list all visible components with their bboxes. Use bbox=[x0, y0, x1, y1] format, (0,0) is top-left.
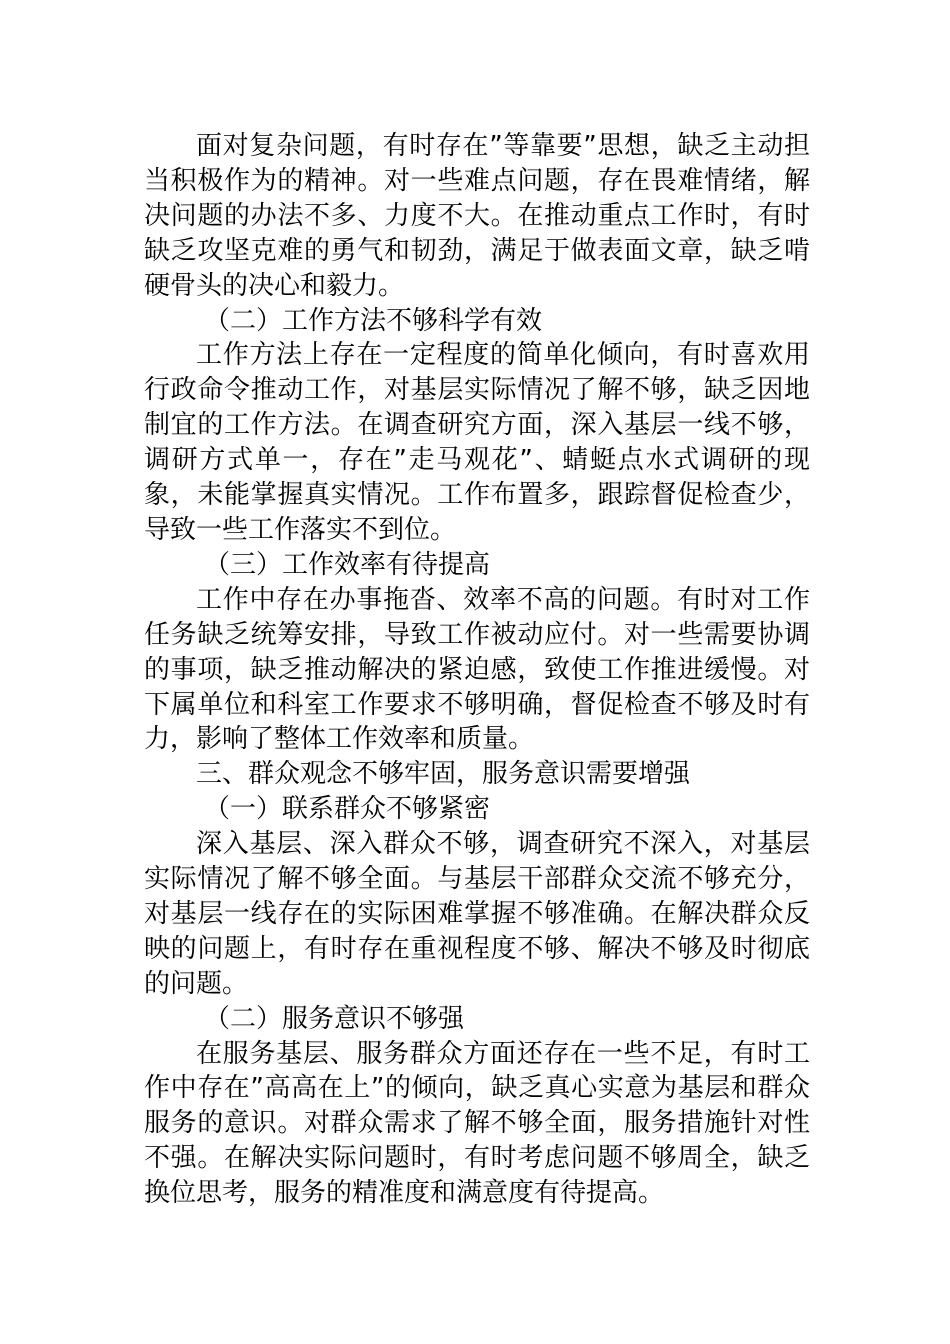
subheading-work-methods: （二）工作方法不够科学有效 bbox=[204, 305, 543, 336]
paragraph-work-efficiency: 工作中存在办事拖沓、效率不高的问题。有时对工作任务缺乏统筹安排，导致工作被动应付。对一些需要协调的事项，缺乏推动解决的紧迫感，致使工作推进缓慢。对下属单位和科室工作要求不够明确，督促检查不够及时有力，影响了整体工作效率和质量。 bbox=[144, 584, 810, 755]
paragraph-contact-masses: 深入基层、深入群众不够，调查研究不深入，对基层实际情况了解不够全面。与基层干部群众交流不够充分，对基层一线存在的实际困难掌握不够准确。在解决群众反映的问题上，有时存在重视程度不够、解决不够及时彻底的问题。 bbox=[144, 829, 810, 999]
subheading-service-awareness: （二）服务意识不够强 bbox=[204, 1003, 465, 1034]
paragraph-passive-attitude: 面对复杂问题，有时存在”等靠要”思想，缺乏主动担当积极作为的精神。对一些难点问题，存在畏难情绪，解决问题的办法不多、力度不大。在推动重点工作时，有时缺乏攻坚克难的勇气和韧劲，满足于做表面文章，缺乏啃硬骨头的决心和毅力。 bbox=[144, 131, 810, 301]
paragraph-work-methods: 工作方法上存在一定程度的简单化倾向，有时喜欢用行政命令推动工作，对基层实际情况了解不够，缺乏因地制宜的工作方法。在调查研究方面，深入基层一线不够，调研方式单一，存在”走马观花”、蜻蜓点水式调研的现象，未能掌握真实情况。工作布置多，跟踪督促检查少，导致一些工作落实不到位。 bbox=[144, 340, 810, 545]
subheading-work-efficiency: （三）工作效率有待提高 bbox=[204, 549, 491, 580]
paragraph-service-awareness: 在服务基层、服务群众方面还存在一些不足，有时工作中存在”高高在上”的倾向，缺乏真心实意为基层和群众服务的意识。对群众需求了解不够全面，服务措施针对性不强。在解决实际问题时，有时考虑问题不够周全，缺乏换位思考，服务的精准度和满意度有待提高。 bbox=[144, 1038, 810, 1209]
document-body bbox=[144, 129, 810, 1211]
subheading-contact-masses: （一）联系群众不够紧密 bbox=[204, 794, 491, 825]
section-heading-mass-concept: 三、群众观念不够牢固，服务意识需要增强 bbox=[196, 759, 691, 790]
